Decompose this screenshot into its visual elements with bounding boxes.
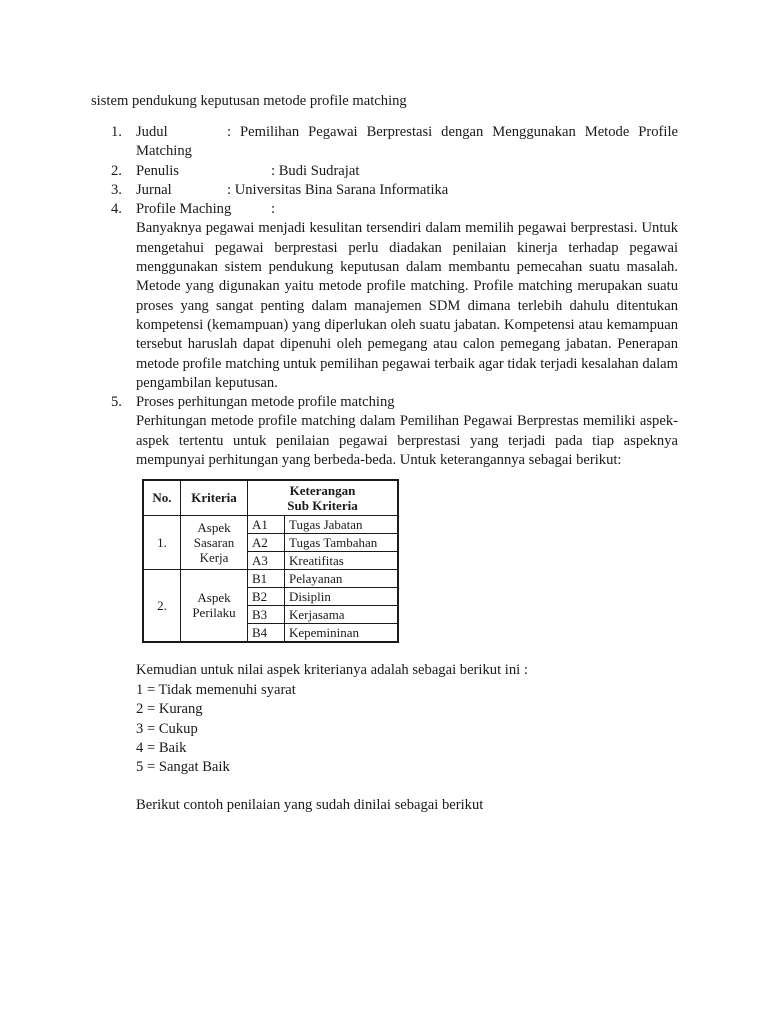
list-number: 3. <box>111 181 122 198</box>
after-table-text: Kemudian untuk nilai aspek kriterianya adalah sebagai berikut ini : <box>136 662 528 678</box>
sub-name: Pelayanan <box>285 569 399 587</box>
nilai-item: 4 = Baik <box>136 739 187 756</box>
nilai-list <box>136 681 296 777</box>
nilai-item: 5 = Sangat Baik <box>136 759 230 776</box>
table-row <box>143 569 398 587</box>
group-kriteria <box>181 515 248 569</box>
item-label: Penulis <box>136 162 179 179</box>
sub-name: Disiplin <box>285 587 399 605</box>
sub-code: A3 <box>248 551 285 569</box>
sub-code: B2 <box>248 587 285 605</box>
list-number: 1. <box>111 124 122 140</box>
kriteria-line: Aspek <box>197 519 231 535</box>
list-number: 2. <box>111 162 122 179</box>
header-keterangan-line2: Sub Kriteria <box>287 497 358 513</box>
sub-name: Kepemininan <box>285 623 399 642</box>
group-no: 1. <box>143 515 181 569</box>
nilai-item: 1 = Tidak memenuhi syarat <box>136 682 296 698</box>
sub-code: A2 <box>248 533 285 551</box>
header-kriteria: Kriteria <box>181 480 248 515</box>
item-label: Judul <box>136 124 168 140</box>
header-no: No. <box>143 480 181 515</box>
item-value: : Budi Sudrajat <box>271 162 360 179</box>
nilai-item: 2 = Kurang <box>136 701 203 718</box>
item-value: : Universitas Bina Sarana Informatika <box>227 181 449 198</box>
kriteria-line: Kerja <box>199 549 229 565</box>
header-keterangan <box>248 480 399 515</box>
list-item-profile-maching <box>111 200 678 393</box>
list-item-penulis <box>111 162 678 181</box>
document-title: sistem pendukung keputusan metode profile matching <box>91 93 407 109</box>
sub-name: Tugas Tambahan <box>285 533 399 551</box>
sub-name: Kerjasama <box>285 605 399 623</box>
item-paragraph: Banyaknya pegawai menjadi kesulitan tersendiri dalam memilih pegawai berprestasi. Untuk mengetahui pegawai berprestasi perlu diadakan penilaian kinerja terhadap pegawai menggunakan sistem pendukung keputusan dalam membantu pemecahan suatu masalah. Metode yang digunakan yaitu metode profile matching. Profile matching merupakan suatu proses yang sangat penting dalam manajemen SDM dimana terlebih dahulu ditentukan kompetensi (kemampuan) yang diperlukan oleh suatu jabatan. Kompetensi atau kemampuan tersebut haruslah dapat dipenuhi oleh pemegang atau calon pemegang jabatan. Penerapan metode profile matching untuk pemilihan pegawai terbaik agar tidak terjadi kesalahan dalam pengambilan keputusan. <box>136 220 678 391</box>
item-value: : Pemilihan Pegawai Berprestasi dengan Menggunakan Metode Profile <box>227 124 678 140</box>
list-item-jurnal <box>111 181 678 200</box>
numbered-list <box>111 123 678 470</box>
criteria-table-wrapper <box>142 479 399 643</box>
table-header-row <box>143 480 398 515</box>
closing-text: Berikut contoh penilaian yang sudah dinilai sebagai berikut <box>136 797 484 813</box>
criteria-table <box>142 479 399 643</box>
list-item-judul <box>111 123 678 162</box>
group-kriteria <box>181 569 248 642</box>
list-number: 5. <box>111 394 122 411</box>
item-label: Proses perhitungan metode profile matching <box>136 394 395 411</box>
sub-name: Kreatifitas <box>285 551 399 569</box>
item-paragraph: Perhitungan metode profile matching dalam Pemilihan Pegawai Berprestas memiliki aspek-aspek tertentu untuk penilaian pegawai berprestasi yang terjadi pada tiap aspeknya mempunyai perhitungan yang berbeda-beda. Untuk keterangannya sebagai berikut: <box>136 413 678 469</box>
list-item-proses <box>111 393 678 470</box>
list-number: 4. <box>111 201 122 218</box>
item-value-continuation: Matching <box>136 143 192 160</box>
kriteria-line: Aspek <box>197 590 231 606</box>
table-row <box>143 515 398 533</box>
sub-code: B4 <box>248 623 285 642</box>
nilai-item: 3 = Cukup <box>136 720 198 737</box>
header-keterangan-line1: Keterangan <box>289 482 356 498</box>
sub-name: Tugas Jabatan <box>285 515 399 533</box>
item-label: Jurnal <box>136 181 172 198</box>
item-label: Profile Maching <box>136 201 232 218</box>
sub-code: B3 <box>248 605 285 623</box>
group-no: 2. <box>143 569 181 642</box>
kriteria-line: Perilaku <box>192 605 236 621</box>
item-value: : <box>271 201 276 218</box>
kriteria-line: Sasaran <box>193 534 235 550</box>
sub-code: A1 <box>248 515 285 533</box>
sub-code: B1 <box>248 569 285 587</box>
